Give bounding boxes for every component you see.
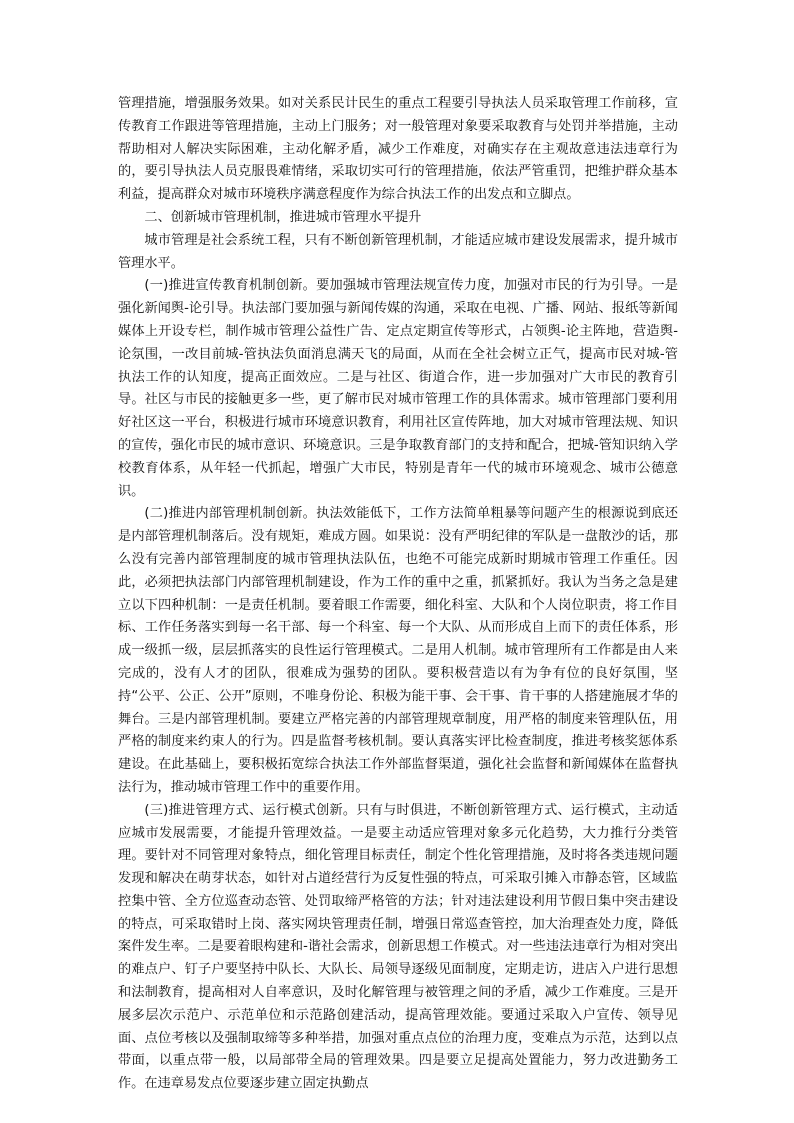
paragraph-1: 管理措施，增强服务效果。如对关系民计民生的重点工程要引导执法人员采取管理工作前移，宣传教育工作跟进等管理措施，主动上门服务；对一般管理对象要采取教育与处罚并举措施，主动帮助相对人解决实际困难，主动化解矛盾，减少工作难度，对确实存在主观故意违法违章行为的，要引导执法人员克服畏难情绪，采取切实可行的管理措施，依法严管重罚，把维护群众基本利益，提高群众对城市环境秩序满意程度作为综合执法工作的出发点和立脚点。	[118, 96, 678, 203]
paragraph-4: (二)推进内部管理机制创新。执法效能低下，工作方法简单粗暴等问题产生的根源说到底还是内部管理机制落后。没有规矩，难成方圆。如果说：没有严明纪律的军队是一盘散沙的话，那么没有完善内部管理制度的城市管理执法队伍，也绝不可能完成新时期城市管理工作重任。因此，必须把执法部门内部管理机制建设，作为工作的重中之重，抓紧抓好。我认为当务之急是建立以下四种机制：一是责任机制。要着眼工作需要，细化科室、大队和个人岗位职责，将工作目标、工作任务落实到每一名干部、每一个科室、每一个大队、从而形成自上而下的责任体系，形成一级抓一级，层层抓落实的良性运行管理模式。二是用人机制。城市管理所有工作都是由人来完成的，没有人才的团队，很难成为强势的团队。要积极营造以有为争有位的良好氛围，坚持“公平、公正、公开”原则，不唯身份论、积极为能干事、会干事、肯干事的人搭建施展才华的舞台。三是内部管理机制。要建立严格完善的内部管理规章制度，用严格的制度来管理队伍，用严格的制度来约束人的行为。四是监督考核机制。要认真落实评比检查制度，推进考核奖惩体系建设。在此基础上，要积极拓宽综合执法工作外部监督渠道，强化社会监督和新闻媒体在监督执法行为，推动城市管理工作中的重要作用。	[118, 506, 678, 795]
paragraph-3: (一)推进宣传教育机制创新。要加强城市管理法规宣传力度，加强对市民的行为引导。一是强化新闻舆-论引导。执法部门要加强与新闻传媒的沟通，采取在电视、广播、网站、报纸等新闻媒体上开设专栏，制作城市管理公益性广告、定点定期宣传等形式，占领舆-论主阵地，营造舆-论氛围，一改目前城-管执法负面消息满天飞的局面，从而在全社会树立正气，提高市民对城-管执法工作的认知度，提高正面效应。二是与社区、街道合作，进一步加强对广大市民的教育引导。社区与市民的接触更多一些，更了解市民对城市管理工作的具体需求。城市管理部门要利用好社区这一平台，积极进行城市环境意识教育，利用社区宣传阵地，加大对城市管理法规、知识的宣传，强化市民的城市意识、环境意识。三是争取教育部门的支持和配合，把城-管知识纳入学校教育体系，从年轻一代抓起，增强广大市民，特别是青年一代的城市环境观念、城市公德意识。	[118, 278, 678, 499]
document-body	[118, 93, 678, 1096]
section-heading: 二、创新城市管理机制，推进城市管理水平提升	[144, 209, 422, 225]
paragraph-2: 城市管理是社会系统工程，只有不断创新管理机制，才能适应城市建设发展需求，提升城市管理水平。	[118, 232, 678, 271]
paragraph-5: (三)推进管理方式、运行模式创新。只有与时俱进，不断创新管理方式、运行模式，主动适应城市发展需要，才能提升管理效益。一是要主动适应管理对象多元化趋势，大力推行分类管理。要针对不同管理对象特点，细化管理目标责任，制定个性化管理措施，及时将各类违规问题发现和解决在萌芽状态，如针对占道经营行为反复性强的特点，可采取引摊入市静态管，区域监控集中管、全方位巡查动态管、处罚取缔严格管的方法；针对违法建设利用节假日集中突击建设的特点，可采取错时上岗、落实网块管理责任制，增强日常巡查管控，加大治理查处力度，降低案件发生率。二是要着眼构建和-谐社会需求，创新思想工作模式。对一些违法违章行为相对突出的难点户、钉子户要坚持中队长、大队长、局领导逐级见面制度，定期走访，进店入户进行思想和法制教育，提高相对人自率意识，及时化解管理与被管理之间的矛盾，减少工作难度。三是开展多层次示范户、示范单位和示范路创建活动，提高管理效能。要通过采取入户宣传、领导见面、点位考核以及强制取缔等多种举措，加强对重点点位的治理力度，变难点为示范，达到以点带面，以重点带一般，以局部带全局的管理效果。四是要立足提高处置能力，努力改进勤务工作。在违章易发点位要逐步建立固定执勤点	[118, 802, 678, 1092]
